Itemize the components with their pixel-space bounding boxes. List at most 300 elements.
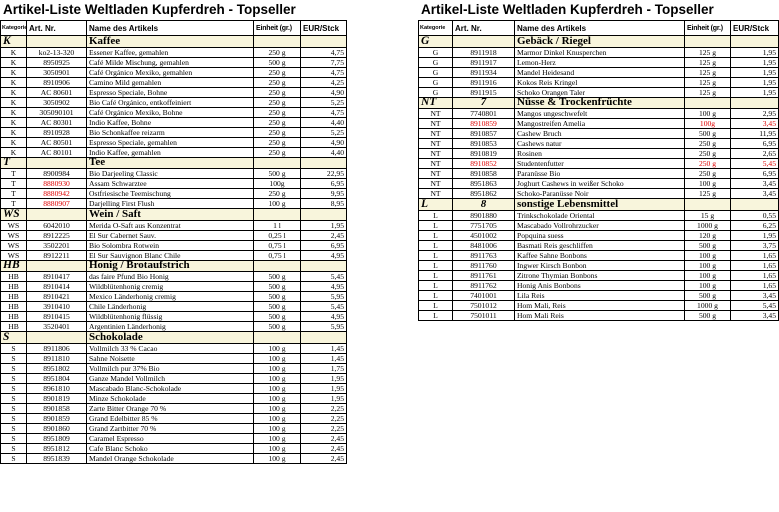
row-kategorie: L: [419, 290, 453, 300]
table-row: [1, 199, 347, 209]
row-kategorie: S: [1, 423, 27, 433]
row-art-nr: 8911763: [453, 250, 515, 260]
row-kategorie: G: [419, 87, 453, 97]
row-einheit: 250 g: [254, 117, 301, 127]
row-artikel-name: Essener Kaffee, gemahlen: [87, 47, 254, 57]
row-artikel-name: Wildblütenhonig cremig: [87, 282, 254, 292]
table-row: [419, 290, 779, 300]
row-art-nr: 8880907: [27, 199, 87, 209]
row-kategorie: HB: [1, 292, 27, 302]
row-kategorie: HB: [1, 322, 27, 332]
row-kategorie: S: [1, 363, 27, 373]
row-artikel-name: Lila Reis: [515, 290, 685, 300]
header-einheit: Einheit (gr.): [254, 21, 301, 36]
category-name: Gebäck / Riegel: [515, 36, 685, 48]
row-artikel-name: El Sur Cabernet Sauv.: [87, 230, 254, 240]
row-einheit: 100 g: [685, 260, 731, 270]
row-art-nr: 7401001: [453, 290, 515, 300]
header-kategorie: Kategorie: [419, 21, 453, 36]
row-einheit: 250 g: [685, 159, 731, 169]
row-price: 1,45: [301, 343, 347, 353]
row-art-nr: 8951809: [27, 433, 87, 443]
row-art-nr: 7501012: [453, 300, 515, 310]
row-kategorie: T: [1, 169, 27, 179]
row-einheit: 500 g: [685, 310, 731, 320]
category-blank-price: [731, 97, 779, 109]
row-art-nr: 8911806: [27, 343, 87, 353]
row-price: 1,95: [731, 77, 779, 87]
row-price: 6,95: [301, 240, 347, 250]
row-price: 9,95: [301, 189, 347, 199]
row-art-nr: 8911934: [453, 67, 515, 77]
row-artikel-name: Espresso Speciale, Bohne: [87, 87, 254, 97]
row-einheit: 100 g: [254, 363, 301, 373]
row-kategorie: G: [419, 77, 453, 87]
row-price: 4,95: [301, 250, 347, 260]
row-price: 5,95: [301, 322, 347, 332]
row-price: 5,45: [301, 272, 347, 282]
row-einheit: 500 g: [254, 312, 301, 322]
row-kategorie: L: [419, 270, 453, 280]
row-kategorie: WS: [1, 230, 27, 240]
row-price: 5,45: [731, 159, 779, 169]
row-einheit: 100 g: [685, 250, 731, 260]
row-price: 4,40: [301, 147, 347, 157]
table-row: [1, 137, 347, 147]
table-row: [419, 300, 779, 310]
row-kategorie: L: [419, 310, 453, 320]
row-price: 1,65: [731, 260, 779, 270]
row-einheit: 0,25 l: [254, 230, 301, 240]
row-einheit: 250 g: [254, 127, 301, 137]
row-price: 3,45: [731, 290, 779, 300]
row-art-nr: 3520401: [27, 322, 87, 332]
row-art-nr: 8911760: [453, 260, 515, 270]
right-price-list: [418, 0, 779, 321]
row-price: 0,55: [731, 210, 779, 220]
row-art-nr: 8910415: [27, 312, 87, 322]
table-row: [1, 302, 347, 312]
row-price: 4,25: [301, 77, 347, 87]
row-artikel-name: Paranüsse Bio: [515, 169, 685, 179]
row-einheit: 100 g: [685, 270, 731, 280]
row-price: 1,95: [731, 87, 779, 97]
row-einheit: 100 g: [254, 353, 301, 363]
category-name: Tee: [87, 157, 254, 169]
row-art-nr: 8911918: [453, 47, 515, 57]
row-price: 3,45: [731, 310, 779, 320]
category-code: S: [1, 332, 27, 344]
row-kategorie: K: [1, 47, 27, 57]
row-price: 7,75: [301, 57, 347, 67]
table-row: [419, 210, 779, 220]
row-einheit: 250 g: [685, 149, 731, 159]
row-einheit: 500 g: [685, 129, 731, 139]
row-einheit: 1000 g: [685, 220, 731, 230]
row-einheit: 125 g: [685, 47, 731, 57]
row-art-nr: 8911762: [453, 280, 515, 290]
row-price: 1,95: [731, 67, 779, 77]
row-price: 2,95: [731, 109, 779, 119]
row-art-nr: 8951863: [453, 179, 515, 189]
row-art-nr: 6042010: [27, 220, 87, 230]
row-einheit: 125 g: [685, 77, 731, 87]
row-art-nr: 8910906: [27, 77, 87, 87]
category-code: G: [419, 36, 453, 48]
row-artikel-name: Café Orgánico Mexiko, gemahlen: [87, 67, 254, 77]
row-artikel-name: Lemon-Herz: [515, 57, 685, 67]
table-row: [1, 322, 347, 332]
table-row: [1, 343, 347, 353]
row-artikel-name: Schoko-Paranüsse Noir: [515, 189, 685, 199]
row-art-nr: AC 80101: [27, 147, 87, 157]
table-row: [419, 310, 779, 320]
row-art-nr: 7501011: [453, 310, 515, 320]
row-price: 6,95: [301, 179, 347, 189]
row-kategorie: HB: [1, 312, 27, 322]
row-art-nr: 8961810: [27, 383, 87, 393]
table-row: [1, 292, 347, 302]
row-artikel-name: Zarte Bitter Orange 70 %: [87, 403, 254, 413]
row-price: 2,45: [301, 443, 347, 453]
page-title: Artikel-Liste Weltladen Kupferdreh - Topseller: [421, 2, 714, 17]
category-number: [27, 332, 87, 344]
row-einheit: 250 g: [254, 137, 301, 147]
row-art-nr: 8910414: [27, 282, 87, 292]
row-art-nr: 8910859: [453, 119, 515, 129]
table-row: [1, 127, 347, 137]
table-row: [1, 107, 347, 117]
header-art-nr: Art. Nr.: [27, 21, 87, 36]
row-einheit: 100g: [685, 119, 731, 129]
row-price: 22,95: [301, 169, 347, 179]
row-einheit: 500 g: [685, 240, 731, 250]
row-price: 1,95: [301, 393, 347, 403]
row-artikel-name: Hom Mali, Reis: [515, 300, 685, 310]
row-price: 2,25: [301, 403, 347, 413]
row-price: 2,25: [301, 413, 347, 423]
row-price: 2,45: [301, 453, 347, 463]
row-einheit: 100 g: [254, 393, 301, 403]
category-blank-unit: [254, 209, 301, 221]
row-art-nr: 8910853: [453, 139, 515, 149]
row-price: 1,95: [301, 383, 347, 393]
row-kategorie: K: [1, 137, 27, 147]
row-einheit: 0,75 l: [254, 250, 301, 260]
header-kategorie: Kategorie: [1, 21, 27, 36]
row-kategorie: NT: [419, 129, 453, 139]
category-row: [1, 332, 347, 344]
table-row: [419, 270, 779, 280]
category-name: Wein / Saft: [87, 209, 254, 221]
row-kategorie: K: [1, 107, 27, 117]
table-row: [419, 77, 779, 87]
row-artikel-name: Sahne Noisette: [87, 353, 254, 363]
row-einheit: 100 g: [685, 179, 731, 189]
category-blank-price: [301, 332, 347, 344]
category-code: WS: [1, 209, 27, 221]
row-price: 2,25: [301, 423, 347, 433]
row-einheit: 500 g: [254, 302, 301, 312]
row-artikel-name: Hom Mali Reis: [515, 310, 685, 320]
row-einheit: 250 g: [685, 169, 731, 179]
row-einheit: 250 g: [254, 77, 301, 87]
table-row: [1, 57, 347, 67]
row-kategorie: K: [1, 147, 27, 157]
category-number: [27, 260, 87, 272]
table-header-row: [1, 21, 347, 36]
row-artikel-name: Bio Darjeeling Classic: [87, 169, 254, 179]
table-header-row: [419, 21, 779, 36]
row-artikel-name: Indio Kaffee, Bohne: [87, 117, 254, 127]
row-einheit: 100g: [254, 179, 301, 189]
row-art-nr: 8911761: [453, 270, 515, 280]
table-row: [1, 220, 347, 230]
row-art-nr: 8910857: [453, 129, 515, 139]
row-art-nr: 8951804: [27, 373, 87, 383]
row-kategorie: L: [419, 300, 453, 310]
row-kategorie: NT: [419, 179, 453, 189]
table-row: [1, 240, 347, 250]
row-artikel-name: Indio Kaffee, gemahlen: [87, 147, 254, 157]
row-kategorie: T: [1, 189, 27, 199]
row-art-nr: 8910858: [453, 169, 515, 179]
row-kategorie: K: [1, 67, 27, 77]
page-title: Artikel-Liste Weltladen Kupferdreh - Topseller: [3, 2, 296, 17]
table-row: [1, 433, 347, 443]
row-artikel-name: Argentinien Länderhonig: [87, 322, 254, 332]
category-blank-unit: [254, 332, 301, 344]
row-art-nr: 8912225: [27, 230, 87, 240]
row-artikel-name: Marmor Dinkel Knusperchen: [515, 47, 685, 57]
row-artikel-name: das faire Pfund Bio Honig: [87, 272, 254, 282]
category-row: [419, 36, 779, 48]
category-blank-price: [301, 36, 347, 48]
row-kategorie: K: [1, 127, 27, 137]
row-artikel-name: Cafe Blanc Schoko: [87, 443, 254, 453]
row-art-nr: 8880930: [27, 179, 87, 189]
table-row: [419, 169, 779, 179]
row-einheit: 500 g: [254, 322, 301, 332]
row-kategorie: S: [1, 453, 27, 463]
row-einheit: 120 g: [685, 230, 731, 240]
row-artikel-name: Popquina suess: [515, 230, 685, 240]
row-art-nr: 8481006: [453, 240, 515, 250]
row-price: 5,25: [301, 97, 347, 107]
row-artikel-name: Basmati Reis geschliffen: [515, 240, 685, 250]
row-artikel-name: Wildblütenhonig flüssig: [87, 312, 254, 322]
row-kategorie: HB: [1, 272, 27, 282]
row-price: 1,75: [301, 363, 347, 373]
row-kategorie: L: [419, 210, 453, 220]
row-art-nr: AC 80501: [27, 137, 87, 147]
table-row: [1, 189, 347, 199]
table-row: [1, 312, 347, 322]
table-row: [1, 393, 347, 403]
row-einheit: 250 g: [254, 189, 301, 199]
row-artikel-name: Darjelling First Flush: [87, 199, 254, 209]
category-blank-unit: [254, 260, 301, 272]
row-art-nr: ko2-13-320: [27, 47, 87, 57]
category-name: sonstige Lebensmittel: [515, 199, 685, 211]
row-price: 6,95: [731, 139, 779, 149]
row-artikel-name: Vollmilch pur 37% Bio: [87, 363, 254, 373]
row-kategorie: L: [419, 280, 453, 290]
left-price-list: [0, 0, 347, 464]
row-kategorie: HB: [1, 282, 27, 292]
row-price: 2,45: [301, 433, 347, 443]
row-artikel-name: Grand Edelbitter 85 %: [87, 413, 254, 423]
category-blank-price: [301, 260, 347, 272]
row-price: 4,40: [301, 117, 347, 127]
table-row: [419, 47, 779, 57]
row-art-nr: 8911810: [27, 353, 87, 363]
row-artikel-name: Chile Länderhonig: [87, 302, 254, 312]
row-artikel-name: Honig Anis Bonbons: [515, 280, 685, 290]
row-artikel-name: Grand Zartbitter 70 %: [87, 423, 254, 433]
row-price: 1,95: [731, 230, 779, 240]
row-kategorie: NT: [419, 109, 453, 119]
row-art-nr: 8910852: [453, 159, 515, 169]
row-einheit: 100 g: [254, 403, 301, 413]
row-price: 6,25: [731, 220, 779, 230]
row-kategorie: NT: [419, 149, 453, 159]
row-price: 3,45: [731, 179, 779, 189]
table-row: [1, 77, 347, 87]
row-artikel-name: Mangos ungeschwefelt: [515, 109, 685, 119]
table-row: [1, 67, 347, 77]
row-einheit: 100 g: [685, 280, 731, 290]
row-artikel-name: Minze Schokolade: [87, 393, 254, 403]
row-kategorie: K: [1, 77, 27, 87]
table-row: [419, 240, 779, 250]
table-row: [1, 47, 347, 57]
table-row: [419, 250, 779, 260]
row-kategorie: T: [1, 179, 27, 189]
row-kategorie: S: [1, 403, 27, 413]
header-price: EUR/Stck: [731, 21, 779, 36]
row-art-nr: 8910928: [27, 127, 87, 137]
row-art-nr: 7751705: [453, 220, 515, 230]
row-artikel-name: Assam Schwarztee: [87, 179, 254, 189]
row-kategorie: S: [1, 373, 27, 383]
row-kategorie: K: [1, 87, 27, 97]
row-artikel-name: Espresso Speciale, gemahlen: [87, 137, 254, 147]
row-artikel-name: Joghurt Cashews in weißer Schoko: [515, 179, 685, 189]
category-blank-price: [301, 157, 347, 169]
table-row: [1, 179, 347, 189]
row-einheit: 125 g: [685, 189, 731, 199]
row-art-nr: 3050901: [27, 67, 87, 77]
row-artikel-name: Merida O-Saft aus Konzentrat: [87, 220, 254, 230]
row-art-nr: 8901858: [27, 403, 87, 413]
table-row: [419, 139, 779, 149]
row-art-nr: 8951862: [453, 189, 515, 199]
row-artikel-name: Trinkschokolade Oriental: [515, 210, 685, 220]
row-einheit: 500 g: [254, 169, 301, 179]
row-price: 5,95: [301, 292, 347, 302]
row-einheit: 500 g: [254, 292, 301, 302]
table-row: [419, 159, 779, 169]
row-art-nr: 7740801: [453, 109, 515, 119]
category-code: T: [1, 157, 27, 169]
row-kategorie: NT: [419, 119, 453, 129]
row-kategorie: NT: [419, 139, 453, 149]
row-art-nr: 8951812: [27, 443, 87, 453]
table-row: [1, 443, 347, 453]
row-price: 1,45: [301, 353, 347, 363]
row-artikel-name: Mandel Heidesand: [515, 67, 685, 77]
row-kategorie: WS: [1, 220, 27, 230]
row-art-nr: 8900984: [27, 169, 87, 179]
row-einheit: 100 g: [254, 383, 301, 393]
row-price: 1,65: [731, 250, 779, 260]
row-price: 4,90: [301, 137, 347, 147]
row-kategorie: NT: [419, 169, 453, 179]
row-artikel-name: Bio Solombra Rotwein: [87, 240, 254, 250]
row-art-nr: 8950925: [27, 57, 87, 67]
row-kategorie: G: [419, 57, 453, 67]
row-art-nr: 305090101: [27, 107, 87, 117]
row-art-nr: 8911916: [453, 77, 515, 87]
table-row: [1, 272, 347, 282]
row-artikel-name: Bio Schonkaffee reizarm: [87, 127, 254, 137]
row-art-nr: 8901860: [27, 423, 87, 433]
row-kategorie: G: [419, 67, 453, 77]
row-art-nr: 3050902: [27, 97, 87, 107]
category-blank-price: [731, 199, 779, 211]
row-kategorie: S: [1, 443, 27, 453]
table-row: [1, 147, 347, 157]
row-einheit: 250 g: [254, 67, 301, 77]
table-row: [419, 230, 779, 240]
row-artikel-name: Ganze Mandel Vollmilch: [87, 373, 254, 383]
table-row: [419, 179, 779, 189]
row-art-nr: 3910410: [27, 302, 87, 312]
table-row: [1, 87, 347, 97]
table-row: [1, 453, 347, 463]
table-row: [419, 57, 779, 67]
category-blank-unit: [254, 157, 301, 169]
row-art-nr: AC 80301: [27, 117, 87, 127]
category-row: [1, 36, 347, 48]
table-row: [419, 67, 779, 77]
row-price: 4,90: [301, 87, 347, 97]
row-artikel-name: Café Orgánico Mexiko, Bohne: [87, 107, 254, 117]
row-artikel-name: El Sur Sauvignon Blanc Chile: [87, 250, 254, 260]
header-art-nr: Art. Nr.: [453, 21, 515, 36]
row-artikel-name: Mascabado Vollrohrzucker: [515, 220, 685, 230]
row-art-nr: AC 80601: [27, 87, 87, 97]
row-price: 5,25: [301, 127, 347, 137]
row-price: 1,65: [731, 280, 779, 290]
table-row: [1, 363, 347, 373]
row-kategorie: NT: [419, 159, 453, 169]
table-row: [1, 403, 347, 413]
row-price: 8,95: [301, 199, 347, 209]
row-art-nr: 8880942: [27, 189, 87, 199]
row-artikel-name: Camino Mild gemahlen: [87, 77, 254, 87]
row-kategorie: S: [1, 413, 27, 423]
row-price: 2,65: [731, 149, 779, 159]
row-einheit: 125 g: [685, 57, 731, 67]
category-row: [1, 260, 347, 272]
row-einheit: 100 g: [254, 433, 301, 443]
row-artikel-name: Ingwer Kirsch Bonbon: [515, 260, 685, 270]
row-artikel-name: Rosinen: [515, 149, 685, 159]
row-art-nr: 8951839: [27, 453, 87, 463]
row-price: 4,75: [301, 107, 347, 117]
